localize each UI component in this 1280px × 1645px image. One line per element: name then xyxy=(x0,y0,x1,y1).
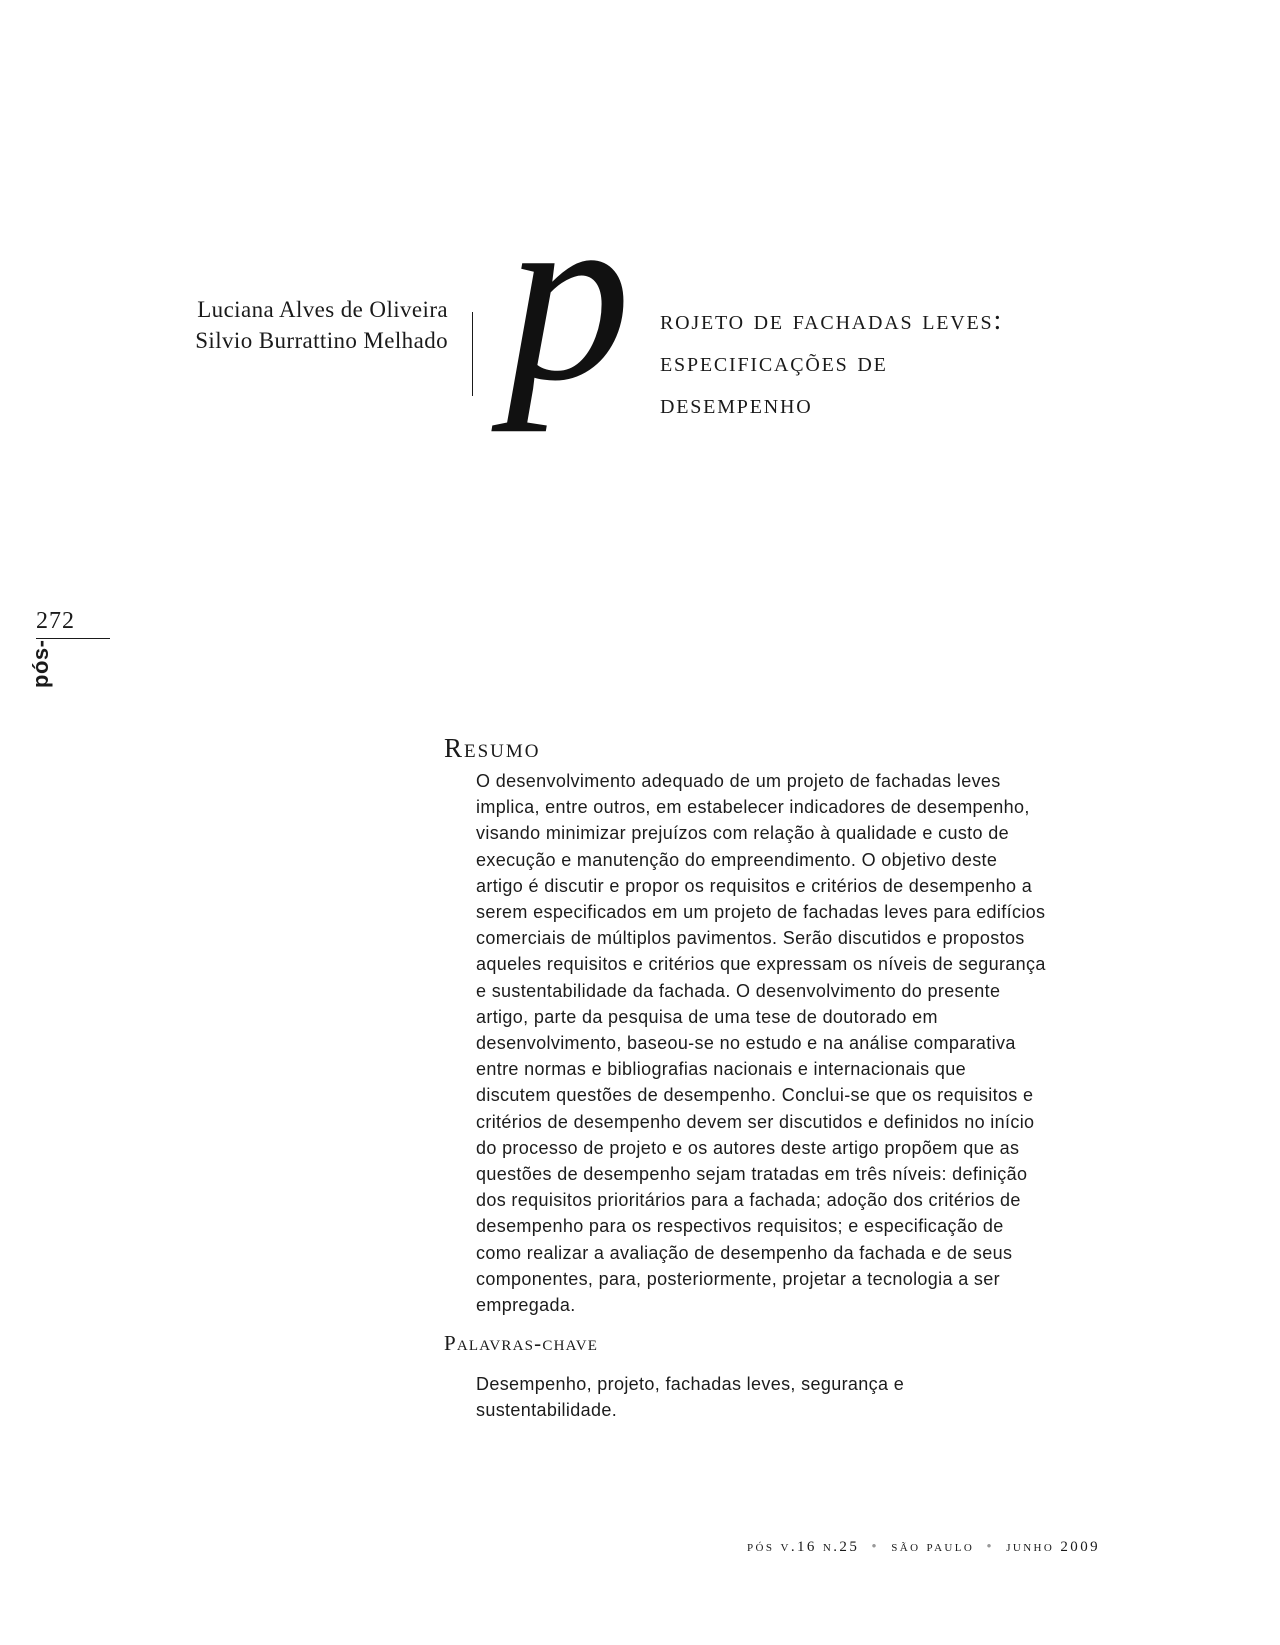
abstract-line: e sustentabilidade da fachada. O desenvolvimento do presente xyxy=(476,980,1001,1001)
abstract-line: serem especificados em um projeto de fachadas leves para edifícios xyxy=(476,902,1046,923)
keywords-heading: Palavras-chave xyxy=(444,1331,599,1355)
keywords-body xyxy=(476,1371,1106,1423)
journal-footer xyxy=(747,1539,1100,1556)
footer-date: junho 2009 xyxy=(1006,1539,1100,1555)
footer-city: são paulo xyxy=(891,1539,975,1555)
abstract-line: desenvolvimento, baseou-se no estudo e na análise comparativa xyxy=(476,1033,1016,1054)
keywords-line: sustentabilidade. xyxy=(476,1400,618,1421)
article-title xyxy=(660,300,1100,426)
author-name: Luciana Alves de Oliveira xyxy=(197,297,448,322)
journal-mark: pós- xyxy=(28,639,53,688)
title-divider xyxy=(472,312,473,396)
title-line: desempenho xyxy=(660,389,813,420)
abstract-line: comerciais de múltiplos pavimentos. Serão discutidos e propostos xyxy=(476,928,1025,949)
abstract-line: execução e manutenção do empreendimento. O objetivo deste xyxy=(476,849,998,870)
abstract-line: aqueles requisitos e critérios que expressam os níveis de segurança xyxy=(476,954,1046,975)
abstract-line: O desenvolvimento adequado de um projeto de fachadas leves xyxy=(476,771,1001,791)
abstract-line: artigo é discutir e propor os requisitos e critérios de desempenho a xyxy=(476,875,1033,896)
footer-separator: • xyxy=(986,1539,995,1555)
abstract-line: discutem questões de desempenho. Conclui-se que os requisitos e xyxy=(476,1085,1034,1106)
abstract-line: desempenho para os respectivos requisitos; e especificação de xyxy=(476,1216,1004,1237)
abstract-line: visando minimizar prejuízos com relação à qualidade e custo de xyxy=(476,823,1009,844)
abstract-line: dos requisitos prioritários para a fachada; adoção dos critérios de xyxy=(476,1190,1021,1211)
abstract-line: do processo de projeto e os autores deste artigo propõem que as xyxy=(476,1137,1020,1158)
abstract-body xyxy=(476,768,1106,1318)
abstract-line: critérios de desempenho devem ser discutidos e definidos no início xyxy=(476,1111,1035,1132)
abstract-line: entre normas e bibliografias nacionais e internacionais que xyxy=(476,1059,966,1080)
abstract-line: artigo, parte da pesquisa de uma tese de doutorado em xyxy=(476,1006,938,1027)
abstract-line: empregada. xyxy=(476,1295,576,1316)
footer-journal: pós v.16 n.25 xyxy=(746,1539,860,1555)
abstract-line: como realizar a avaliação de desempenho da fachada e de seus xyxy=(476,1242,1013,1263)
page-number: 272 xyxy=(36,608,110,639)
title-dropcap: p xyxy=(506,156,631,433)
author-name: Silvio Burrattino Melhado xyxy=(195,328,448,353)
title-line: rojeto de fachadas leves: xyxy=(660,305,1004,336)
title-line: especificações de xyxy=(660,347,888,378)
authors-block xyxy=(48,294,448,356)
footer-separator: • xyxy=(871,1539,880,1555)
abstract-line: questões de desempenho sejam tratadas em três níveis: definição xyxy=(476,1164,1028,1185)
keywords-line: Desempenho, projeto, fachadas leves, segurança e xyxy=(476,1374,905,1394)
abstract-line: implica, entre outros, em estabelecer indicadores de desempenho, xyxy=(476,797,1030,818)
abstract-heading: Resumo xyxy=(444,733,541,763)
abstract-line: componentes, para, posteriormente, projetar a tecnologia a ser xyxy=(476,1268,1000,1289)
